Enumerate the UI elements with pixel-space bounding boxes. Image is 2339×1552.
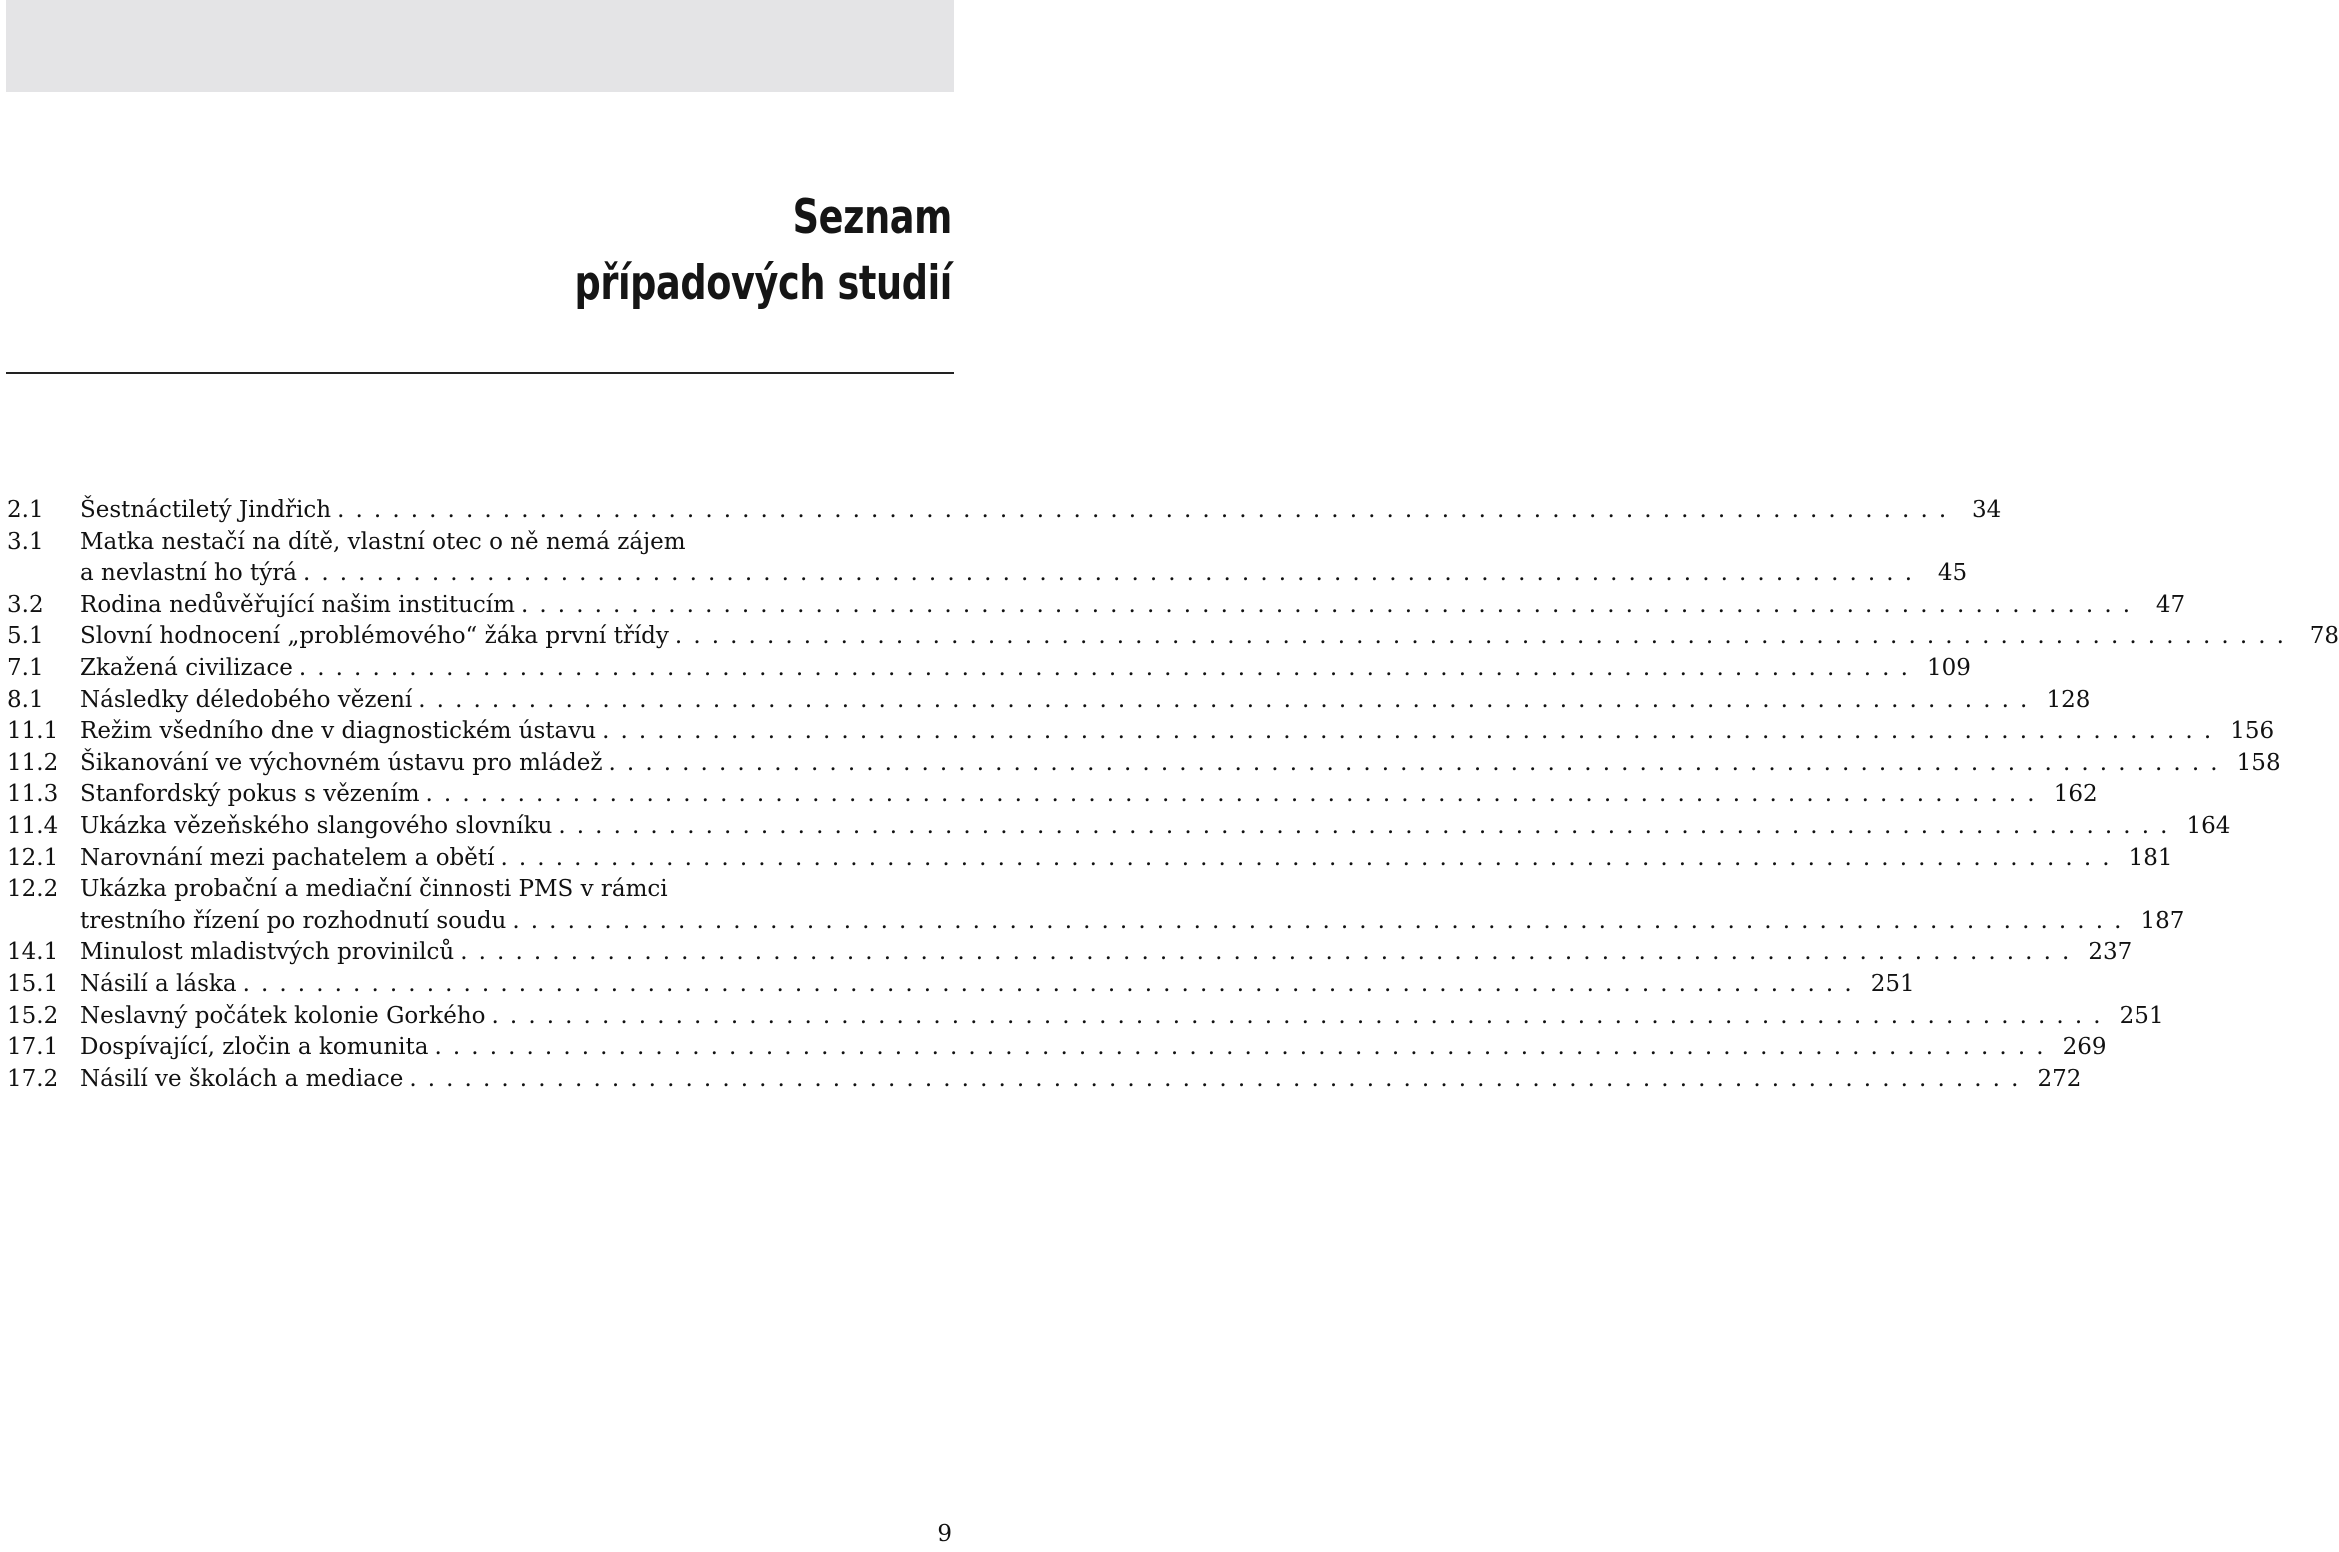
entry-title: Ukázka vězeňského slangového slovníku — [80, 812, 553, 839]
entry-title: Násilí a láska — [80, 970, 237, 997]
toc-entry-line — [7, 779, 2098, 811]
toc-entry-line — [7, 685, 2091, 717]
entry-title: Narovnání mezi pachatelem a obětí — [80, 844, 495, 871]
entry-page-number: 237 — [2088, 939, 2133, 966]
title-line-2: případových studií — [574, 256, 952, 311]
entry-line — [80, 558, 1968, 590]
dot-leader: ........................................................................................ — [425, 781, 2046, 808]
entry-page-number: 45 — [1937, 560, 1968, 587]
entry-number: 15.2 — [7, 1002, 59, 1029]
toc-entry-line — [7, 558, 1968, 590]
entry-number: 5.1 — [7, 623, 44, 650]
entry-title: Matka nestačí na dítě, vlastní otec o ně nemá zájem — [80, 528, 686, 555]
toc-entry-line — [7, 811, 2231, 843]
toc-entry-line — [7, 874, 953, 906]
entry-page-number: 187 — [2140, 907, 2185, 934]
entry-title: Šestnáctiletý Jindřich — [80, 497, 332, 523]
dot-leader: ........................................................................................ — [512, 907, 2133, 934]
entry-title: Režim všedního dne v diagnostickém ústavu — [80, 718, 597, 745]
entry-line — [80, 495, 2002, 527]
entry-title: Neslavný počátek kolonie Gorkého — [80, 1002, 486, 1029]
entry-page-number: 128 — [2046, 686, 2091, 713]
entry-number: 17.1 — [7, 1034, 59, 1061]
entry-line — [80, 874, 953, 906]
toc-entry-line — [7, 716, 2275, 748]
entry-page-number: 156 — [2230, 718, 2275, 745]
entry-page-number: 47 — [2155, 591, 2186, 618]
toc-entry-line — [7, 527, 953, 559]
entry-number: 11.2 — [7, 749, 59, 776]
entry-page-number: 269 — [2062, 1034, 2107, 1061]
entry-line — [80, 1032, 2107, 1064]
entry-title: Šikanování ve výchovném ústavu pro mládež — [80, 749, 603, 776]
entry-title: Ukázka probační a mediační činnosti PMS v rámci — [80, 876, 668, 903]
entry-line — [80, 653, 1971, 685]
entry-page-number: 158 — [2236, 749, 2281, 776]
entry-number: 15.1 — [7, 970, 59, 997]
dot-leader: ........................................................................................ — [418, 686, 2039, 713]
toc-entry-line — [7, 937, 2133, 969]
entry-line — [80, 1001, 2164, 1033]
entry-page-number: 251 — [2119, 1002, 2164, 1029]
entry-number: 11.3 — [7, 781, 59, 808]
toc-entry-line — [7, 1032, 2107, 1064]
entry-line — [80, 906, 2185, 938]
entry-number: 2.1 — [7, 497, 44, 523]
entry-title: Minulost mladistvých provinilců — [80, 939, 455, 966]
title-divider — [6, 372, 954, 374]
entry-number: 12.1 — [7, 844, 59, 871]
entry-page-number: 272 — [2037, 1065, 2082, 1092]
entry-page-number: 162 — [2053, 781, 2098, 808]
dot-leader: ........................................................................................ — [491, 1002, 2112, 1029]
entry-page-number: 78 — [2309, 623, 2339, 650]
toc-entry-line — [7, 906, 2185, 938]
entry-line — [80, 685, 2091, 717]
entry-line — [80, 1064, 2082, 1096]
entry-page-number: 251 — [1870, 970, 1915, 997]
entry-line — [80, 590, 2186, 622]
toc-entry-line — [7, 495, 2002, 527]
entry-line — [80, 843, 2173, 875]
entry-title: Slovní hodnocení „problémového“ žáka první třídy — [80, 623, 669, 650]
dot-leader: ........................................................................................ — [558, 812, 2179, 839]
entry-line — [80, 748, 2281, 780]
toc-entry-line — [7, 748, 2281, 780]
dot-leader: ........................................................................................ — [409, 1065, 2030, 1092]
entry-line — [80, 937, 2133, 969]
entry-line — [80, 621, 2339, 653]
title-line-1: Seznam — [792, 190, 952, 245]
dot-leader: ........................................................................................ — [434, 1034, 2055, 1061]
entry-page-number: 34 — [1971, 497, 2002, 523]
dot-leader: ........................................................................................ — [337, 497, 1958, 523]
header-band — [6, 0, 954, 92]
toc-entry-line — [7, 843, 2173, 875]
page-title — [468, 185, 952, 317]
entry-title: Zkažená civilizace — [80, 654, 293, 681]
entry-title: Násilí ve školách a mediace — [80, 1065, 404, 1092]
entry-line — [80, 716, 2275, 748]
entry-number: 17.2 — [7, 1065, 59, 1092]
entry-title: Dospívající, zločin a komunita — [80, 1034, 429, 1061]
toc-entry-line — [7, 653, 1971, 685]
dot-leader: ........................................................................................ — [500, 844, 2121, 871]
entry-number: 7.1 — [7, 654, 44, 681]
entry-page-number: 181 — [2128, 844, 2173, 871]
entry-number: 3.2 — [7, 591, 44, 618]
entry-number: 11.4 — [7, 812, 59, 839]
entry-line — [80, 779, 2098, 811]
page-number: 9 — [937, 1521, 952, 1547]
toc-entry-line — [7, 590, 2186, 622]
entry-number: 12.2 — [7, 876, 59, 903]
entry-title: Rodina nedůvěřující našim institucím — [80, 591, 515, 618]
entry-number: 14.1 — [7, 939, 59, 966]
dot-leader: ........................................................................................ — [242, 970, 1863, 997]
dot-leader: ........................................................................................ — [298, 654, 1919, 681]
entry-number: 11.1 — [7, 718, 59, 745]
entry-title: trestního řízení po rozhodnutí soudu — [80, 907, 507, 934]
entry-line — [80, 811, 2231, 843]
dot-leader: ........................................................................................ — [602, 718, 2223, 745]
entry-number: 3.1 — [7, 528, 44, 555]
dot-leader: ........................................................................................ — [302, 560, 1924, 587]
entry-page-number: 109 — [1927, 654, 1971, 681]
dot-leader: ........................................................................................ — [460, 939, 2081, 966]
entry-title: Stanfordský pokus s vězením — [80, 781, 420, 808]
entry-line — [80, 527, 953, 559]
entry-line — [80, 969, 1915, 1001]
case-study-list — [7, 495, 2339, 1095]
dot-leader: ........................................................................................ — [520, 591, 2142, 618]
dot-leader: ........................................................................................ — [608, 749, 2229, 776]
toc-entry-line — [7, 1001, 2164, 1033]
entry-number: 8.1 — [7, 686, 44, 713]
dot-leader: ........................................................................................ — [674, 623, 2296, 650]
toc-entry-line — [7, 621, 2339, 653]
entry-title: a nevlastní ho týrá — [80, 560, 297, 587]
toc-entry-line — [7, 1064, 2082, 1096]
entry-title: Následky déledobého vězení — [80, 686, 413, 713]
entry-page-number: 164 — [2186, 812, 2231, 839]
toc-entry-line — [7, 969, 1915, 1001]
